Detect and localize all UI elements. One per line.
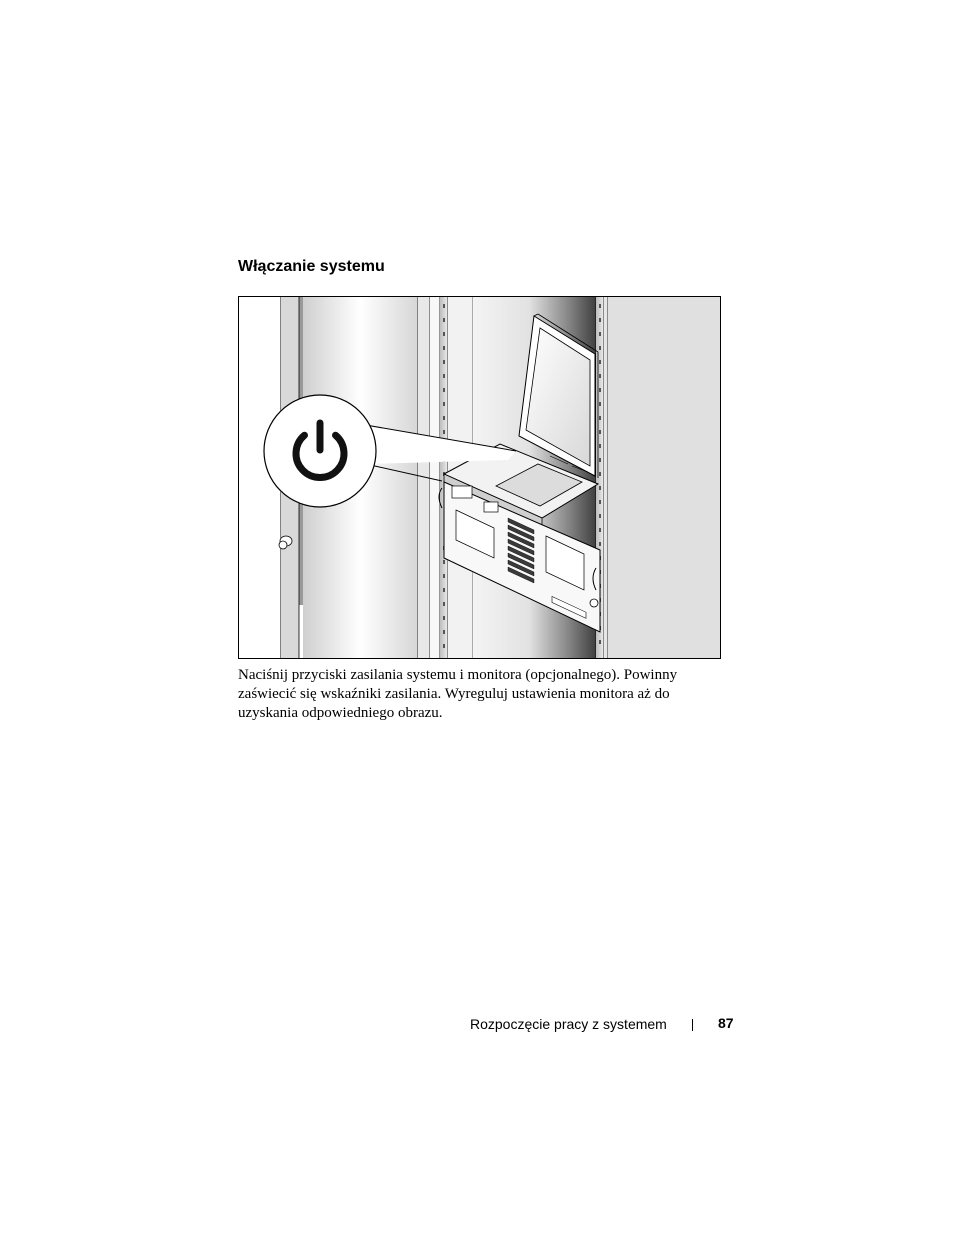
instruction-paragraph (238, 666, 718, 723)
section-heading: Włączanie systemu (238, 258, 385, 275)
paragraph-line-3: uzyskania odpowiedniego obrazu. (238, 705, 443, 721)
paragraph-line-1: Naciśnij przyciski zasilania systemu i monitora (opcjonalnego). Powinny (238, 667, 678, 683)
footer-chapter-title: Rozpoczęcie pracy z systemem (470, 1016, 667, 1032)
paragraph-line-2: zaświecić się wskaźniki zasilania. Wyreguluj ustawienia monitora aż do (238, 686, 670, 702)
footer-separator (692, 1019, 693, 1031)
page-number: 87 (718, 1015, 734, 1031)
rack-power-illustration (238, 296, 721, 659)
